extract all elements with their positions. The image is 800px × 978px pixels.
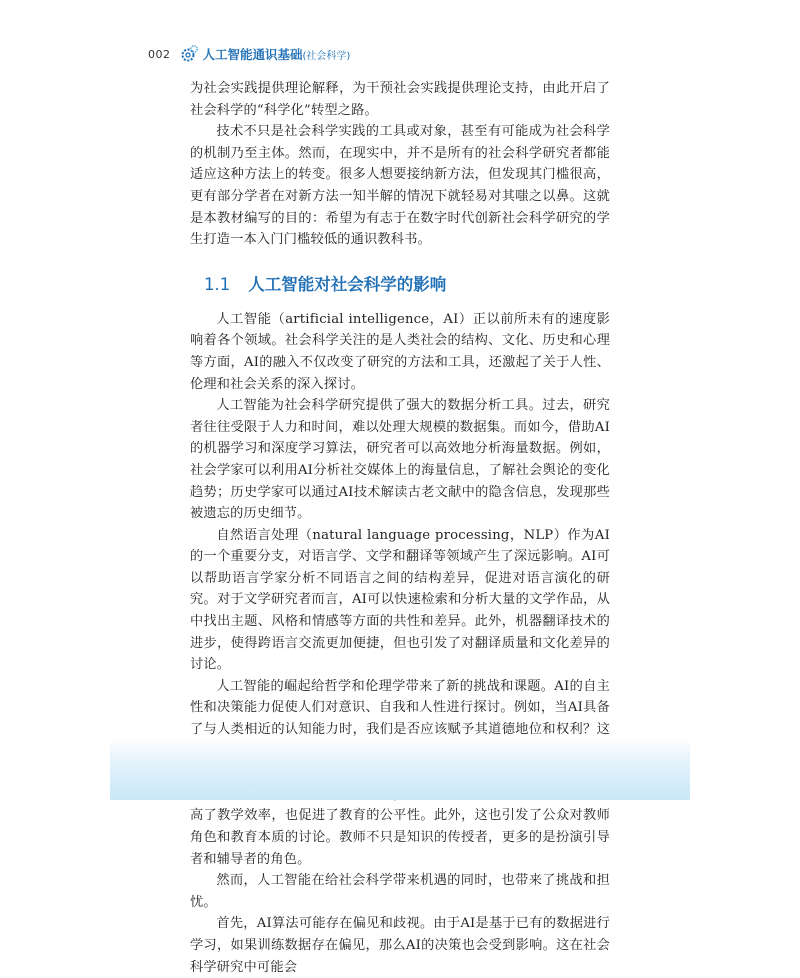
page-body <box>190 78 610 978</box>
body-paragraph-2: 人工智能为社会科学研究提供了强大的数据分析工具。过去，研究者往往受限于人力和时间，难以处理大规模的数据集。而如今，借助AI的机器学习和深度学习算法，研究者可以高效地分析海量数据。例如，社会学家可以利用AI分析社交媒体上的海量信息，了解社会舆论的变化趋势；历史学家可以通过AI技术解读古老文献中的隐含信息，发现那些被遗忘的历史细节。 <box>190 398 610 522</box>
gear-icon <box>179 44 199 64</box>
body-paragraph-1: 人工智能（artificial intelligence，AI）正以前所未有的速度影响着各个领域。社会科学关注的是人类社会的结构、文化、历史和心理等方面，AI的融入不仅改变了研究的方法和工具，还激起了关于人性、伦理和社会关系的深入探讨。 <box>190 311 610 392</box>
body-paragraph-6: 然而，人工智能在给社会科学带来机遇的同时，也带来了挑战和担忧。 <box>190 873 610 910</box>
body-paragraph-4: 人工智能的崛起给哲学和伦理学带来了新的挑战和课题。AI的自主性和决策能力促使人们对意识、自我和人性进行探讨。例如，当AI具备了与人类相近的认知能力时，我们是否应该赋予其道德地位和权利？这 <box>190 678 610 738</box>
footer-gradient-band <box>110 738 690 800</box>
book-title: 人工智能通识基础 <box>202 47 303 62</box>
section-number: 1.1 <box>204 274 231 294</box>
section-title: 人工智能对社会科学的影响 <box>248 274 447 294</box>
body-paragraph-3: 自然语言处理（natural language processing，NLP）作为AI的一个重要分支，对语言学、文学和翻译等领域产生了深远影响。AI可以帮助语言学家分析不同语言之间的结构差异，促进对语言演化的研究。对于文学研究者而言，AI可以快速检索和分析大量的文学作品，从中找出主题、风格和情感等方面的共性和差异。此外，机器翻译技术的进步，使得跨语言交流更加便捷，但也引发了对翻译质量和文化差异的讨论。 <box>190 527 610 673</box>
book-subtitle: (社会科学) <box>302 50 351 62</box>
running-header <box>148 44 350 64</box>
body-paragraph-5: 高了教学效率，也促进了教育的公平性。此外，这也引发了公众对教师角色和教育本质的讨论。教师不只是知识的传授者，更多的是扮演引导者和辅导者的角色。 <box>190 808 610 867</box>
intro-paragraph-1: 为社会实践提供理论解释，为干预社会实践提供理论支持，由此开启了社会科学的“科学化”转型之路。 <box>190 81 610 118</box>
page-number: 002 <box>148 47 171 61</box>
section-heading <box>204 271 610 295</box>
intro-paragraph-2: 技术不只是社会科学实践的工具或对象，甚至有可能成为社会科学的机制乃至主体。然而，在现实中，并不是所有的社会科学研究者都能适应这种方法上的转变。很多人想要接纳新方法，但发现其门槛很高，更有部分学者在对新方法一知半解的情况下就轻易对其嗤之以鼻。这就是本教材编写的目的：希望为有志于在数字时代创新社会科学研究的学生打造一本入门门槛较低的通识教科书。 <box>190 124 610 248</box>
body-paragraph-7: 首先，AI算法可能存在偏见和歧视。由于AI是基于已有的数据进行学习，如果训练数据存在偏见，那么AI的决策也会受到影响。这在社会科学研究中可能会 <box>190 916 610 975</box>
